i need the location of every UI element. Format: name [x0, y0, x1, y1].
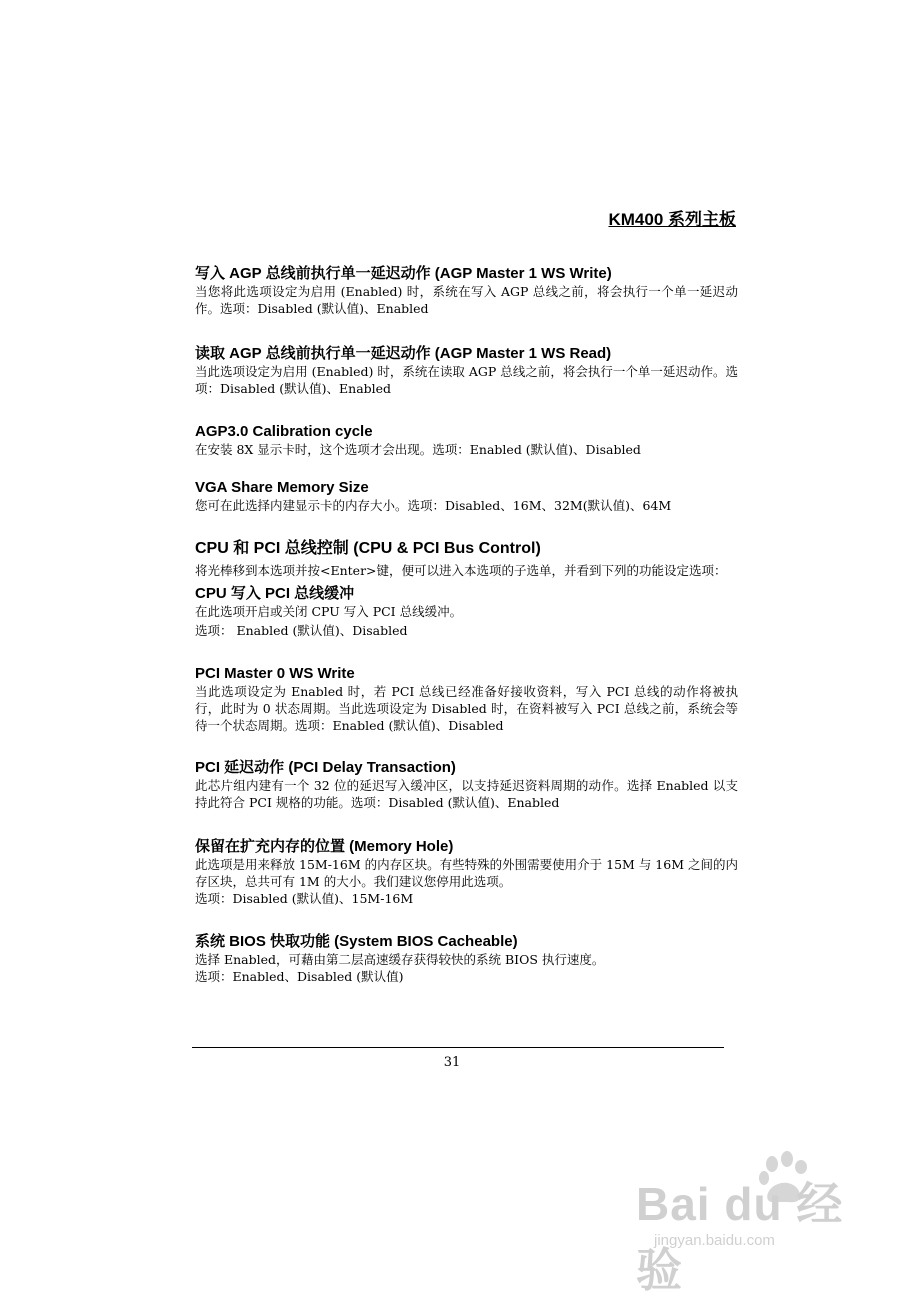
section-pci-delay-transaction — [195, 758, 738, 811]
section-title: CPU 写入 PCI 总线缓冲 — [195, 585, 355, 602]
watermark-url: jingyan.baidu.com — [654, 1232, 775, 1249]
section-text: 当此选项设定为 Enabled 时，若 PCI 总线已经准备好接收资料，写入 PCI 总线的动作将被执行，此时为 0 状态周期。当此选项设定为 Disabled 时，在资料被写入 PCI 总线之前，系统会等待一个状态周期。选项：Enabled (默认值)、Disabled — [195, 684, 738, 733]
watermark-logo-text: Bai du 经验 — [636, 1178, 844, 1296]
baidu-watermark — [636, 1150, 846, 1296]
section-cpu-write-pci-buffer — [195, 584, 738, 639]
section-title: PCI Master 0 WS Write — [195, 665, 355, 682]
section-agp-master-read — [195, 344, 738, 397]
section-title: 写入 AGP 总线前执行单一延迟动作 (AGP Master 1 WS Write) — [195, 265, 612, 282]
section-text: 在安装 8X 显示卡时，这个选项才会出现。选项：Enabled (默认值)、Disabled — [195, 442, 641, 457]
section-text: 当您将此选项设定为启用 (Enabled) 时，系统在写入 AGP 总线之前，将会执行一个单一延迟动作。选项：Disabled (默认值)、Enabled — [195, 284, 738, 316]
footer-rule — [192, 1047, 724, 1048]
section-vga-share-memory — [195, 478, 738, 514]
section-pci-master-0ws-write — [195, 664, 738, 734]
section-title: VGA Share Memory Size — [195, 479, 369, 496]
section-title: PCI 延迟动作 (PCI Delay Transaction) — [195, 759, 456, 776]
section-agp-master-write — [195, 264, 738, 317]
section-options: 选项：Enabled、Disabled (默认值) — [195, 969, 404, 984]
section-system-bios-cacheable — [195, 932, 738, 985]
section-agp-calibration — [195, 422, 738, 458]
section-cpu-pci-bus-control — [195, 539, 738, 579]
section-title: CPU 和 PCI 总线控制 (CPU & PCI Bus Control) — [195, 540, 541, 557]
section-text: 在此选项开启或关闭 CPU 写入 PCI 总线缓冲。 — [195, 604, 463, 619]
section-text: 您可在此选择内建显示卡的内存大小。选项：Disabled、16M、32M(默认值)、64M — [195, 498, 672, 513]
page-header-title: KM400 系列主板 — [608, 210, 736, 229]
section-text: 此芯片组内建有一个 32 位的延迟写入缓冲区，以支持延迟资料周期的动作。选择 Enabled 以支持此符合 PCI 规格的功能。选项：Disabled (默认值)、Enabled — [195, 778, 738, 810]
section-title: 保留在扩充内存的位置 (Memory Hole) — [195, 838, 454, 855]
section-title: AGP3.0 Calibration cycle — [195, 423, 373, 440]
section-options: 选项： Enabled (默认值)、Disabled — [195, 623, 408, 638]
section-text: 此选项是用来释放 15M-16M 的内存区块。有些特殊的外围需要使用介于 15M 与 16M 之间的内存区块，总共可有 1M 的大小。我们建议您停用此选项。 — [195, 857, 738, 889]
section-options: 选项：Disabled (默认值)、15M-16M — [195, 891, 414, 906]
section-text: 选择 Enabled，可藉由第二层高速缓存获得较快的系统 BIOS 执行速度。 — [195, 952, 605, 967]
section-text: 当此选项设定为启用 (Enabled) 时，系统在读取 AGP 总线之前，将会执行一个单一延迟动作。选项：Disabled (默认值)、Enabled — [195, 364, 738, 396]
section-memory-hole — [195, 837, 738, 907]
section-text: 将光棒移到本选项并按<Enter>键，便可以进入本选项的子选单，并看到下列的功能设定选项： — [195, 563, 727, 578]
section-title: 读取 AGP 总线前执行单一延迟动作 (AGP Master 1 WS Read) — [195, 345, 612, 362]
page-number: 31 — [443, 1055, 461, 1070]
section-title: 系统 BIOS 快取功能 (System BIOS Cacheable) — [195, 933, 518, 950]
